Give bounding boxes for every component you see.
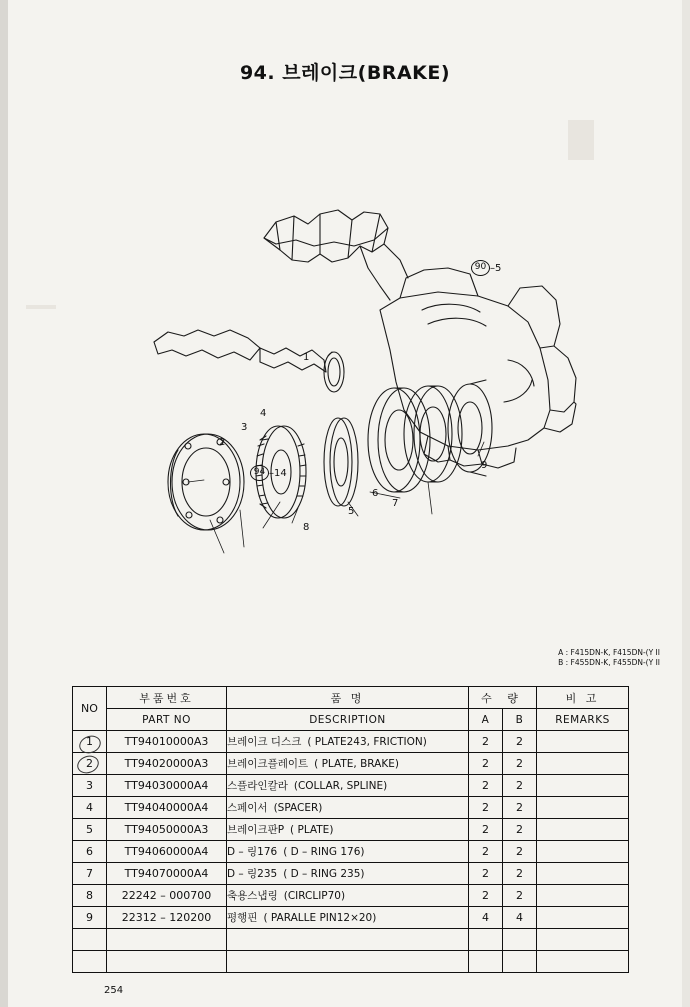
header-qty-ko: 수 량 — [469, 687, 537, 709]
cell-qty-a: 2 — [469, 797, 503, 819]
cell-description — [227, 797, 469, 819]
cell-no: 2 — [73, 753, 107, 775]
desc-en: (CIRCLIP70) — [283, 890, 346, 902]
model-note-line-a: A : F415DN-K, F415DN-(Y II — [558, 648, 660, 657]
cell-qty-b: 2 — [503, 863, 537, 885]
page-edge-strip — [0, 0, 8, 1007]
header-part-no-ko: 부품번호 — [107, 687, 227, 709]
cell-qty-b: 2 — [503, 731, 537, 753]
desc-en: ( PLATE, BRAKE) — [314, 758, 399, 770]
header-no: NO — [73, 687, 107, 731]
drawing-svg — [8, 110, 682, 670]
table-row[interactable] — [73, 907, 629, 929]
cell-remarks — [537, 885, 629, 907]
table-row[interactable] — [73, 885, 629, 907]
cell-no: 9 — [73, 907, 107, 929]
table-header-row-1 — [73, 687, 629, 709]
parts-table-body — [73, 731, 629, 973]
cell-qty-b — [503, 951, 537, 973]
callout-circle-94: 94 — [250, 465, 269, 481]
diagram-label-1: 1 — [303, 352, 310, 363]
cell-part-no: 22312 – 120200 — [107, 907, 227, 929]
cell-qty-a: 4 — [469, 907, 503, 929]
cell-qty-b: 2 — [503, 797, 537, 819]
cell-qty-b: 2 — [503, 819, 537, 841]
cell-qty-a: 2 — [469, 775, 503, 797]
cell-qty-b: 2 — [503, 775, 537, 797]
table-row[interactable] — [73, 797, 629, 819]
cell-description — [227, 907, 469, 929]
cell-no: 7 — [73, 863, 107, 885]
header-desc-en: DESCRIPTION — [227, 709, 469, 731]
desc-en: ( D – RING 176) — [283, 846, 365, 858]
cell-description — [227, 753, 469, 775]
model-note-line-b: B : F455DN-K, F455DN-(Y II — [558, 658, 660, 667]
diagram-label-6: 6 — [372, 488, 379, 499]
cell-remarks — [537, 775, 629, 797]
parts-table-wrapper — [72, 686, 628, 973]
diagram-label-8: 8 — [303, 522, 310, 533]
header-remarks-ko: 비 고 — [537, 687, 629, 709]
cell-description — [227, 775, 469, 797]
cell-description — [227, 731, 469, 753]
cell-description — [227, 885, 469, 907]
diagram-label-3: 3 — [241, 422, 248, 433]
parts-table — [72, 686, 629, 973]
desc-ko: D – 링235 — [227, 868, 278, 880]
cell-qty-b: 2 — [503, 841, 537, 863]
cell-qty-a: 2 — [469, 841, 503, 863]
cell-qty-a: 2 — [469, 885, 503, 907]
diagram-label-4: 4 — [260, 408, 267, 419]
callout-90-5: 90 –5 — [471, 260, 501, 276]
cell-no: 4 — [73, 797, 107, 819]
table-row[interactable] — [73, 775, 629, 797]
cell-qty-a: 2 — [469, 863, 503, 885]
callout-94-14: 94 –14 — [250, 465, 287, 481]
desc-ko: 브레이크플레이트 — [227, 758, 309, 770]
desc-en: ( PLATE) — [290, 824, 334, 836]
desc-ko: 브레이크 디스크 — [227, 736, 302, 748]
cell-qty-b: 2 — [503, 753, 537, 775]
table-row[interactable] — [73, 753, 629, 775]
header-qty-b: B — [503, 709, 537, 731]
desc-ko: D – 링176 — [227, 846, 278, 858]
cell-no — [73, 929, 107, 951]
cell-remarks — [537, 797, 629, 819]
cell-part-no: TT94010000A3 — [107, 731, 227, 753]
table-row[interactable] — [73, 951, 629, 973]
header-part-no-en: PART NO — [107, 709, 227, 731]
cell-part-no: TT94070000A4 — [107, 863, 227, 885]
desc-ko: 스플라인칼라 — [227, 780, 288, 792]
cell-part-no: TT94020000A3 — [107, 753, 227, 775]
page-title: 94. 브레이크(BRAKE) — [239, 62, 451, 84]
diagram-label-2: 2 — [219, 437, 226, 448]
table-header-row-2 — [73, 709, 629, 731]
cell-no: 6 — [73, 841, 107, 863]
cell-no: 5 — [73, 819, 107, 841]
cell-qty-a: 2 — [469, 753, 503, 775]
desc-ko: 스페이서 — [227, 802, 268, 814]
cell-qty-a — [469, 951, 503, 973]
cell-no: 3 — [73, 775, 107, 797]
desc-en: ( PARALLE PIN12×20) — [263, 912, 377, 924]
cell-qty-a: 2 — [469, 819, 503, 841]
page-number: 254 — [104, 985, 124, 996]
header-qty-a: A — [469, 709, 503, 731]
cell-remarks — [537, 731, 629, 753]
table-row[interactable] — [73, 863, 629, 885]
cell-qty-b — [503, 929, 537, 951]
header-desc-ko: 품 명 — [227, 687, 469, 709]
desc-en: ( D – RING 235) — [283, 868, 365, 880]
cell-description — [227, 929, 469, 951]
exploded-view-drawing — [8, 110, 682, 670]
cell-part-no: TT94040000A4 — [107, 797, 227, 819]
cell-part-no: TT94060000A4 — [107, 841, 227, 863]
header-remarks-en: REMARKS — [537, 709, 629, 731]
cell-part-no: TT94050000A3 — [107, 819, 227, 841]
cell-description — [227, 951, 469, 973]
desc-ko: 평행핀 — [227, 912, 258, 924]
diagram-label-7: 7 — [392, 498, 399, 509]
cell-qty-a — [469, 929, 503, 951]
table-row[interactable] — [73, 841, 629, 863]
desc-ko: 브레이크판P — [227, 824, 285, 836]
desc-en: (COLLAR, SPLINE) — [293, 780, 388, 792]
cell-no — [73, 951, 107, 973]
cell-part-no — [107, 929, 227, 951]
table-row[interactable] — [73, 929, 629, 951]
cell-description — [227, 819, 469, 841]
cell-description — [227, 863, 469, 885]
diagram-label-9: 9 — [481, 460, 488, 471]
cell-description — [227, 841, 469, 863]
model-applicability-note — [558, 648, 660, 668]
cell-remarks — [537, 951, 629, 973]
desc-en: (SPACER) — [273, 802, 323, 814]
cell-remarks — [537, 907, 629, 929]
cell-remarks — [537, 753, 629, 775]
cell-no: 8 — [73, 885, 107, 907]
cell-part-no: TT94030000A4 — [107, 775, 227, 797]
cell-remarks — [537, 863, 629, 885]
cell-no: 1 — [73, 731, 107, 753]
callout-circle-90: 90 — [471, 260, 490, 276]
cell-remarks — [537, 929, 629, 951]
cell-qty-b: 4 — [503, 907, 537, 929]
cell-qty-a: 2 — [469, 731, 503, 753]
cell-remarks — [537, 819, 629, 841]
diagram-label-5: 5 — [348, 506, 355, 517]
parts-table-head — [73, 687, 629, 731]
desc-ko: 축용스냅링 — [227, 890, 278, 902]
cell-qty-b: 2 — [503, 885, 537, 907]
document-page — [8, 0, 682, 1007]
cell-part-no: 22242 – 000700 — [107, 885, 227, 907]
desc-en: ( PLATE243, FRICTION) — [307, 736, 427, 748]
table-row[interactable] — [73, 819, 629, 841]
cell-part-no — [107, 951, 227, 973]
table-row[interactable] — [73, 731, 629, 753]
cell-remarks — [537, 841, 629, 863]
